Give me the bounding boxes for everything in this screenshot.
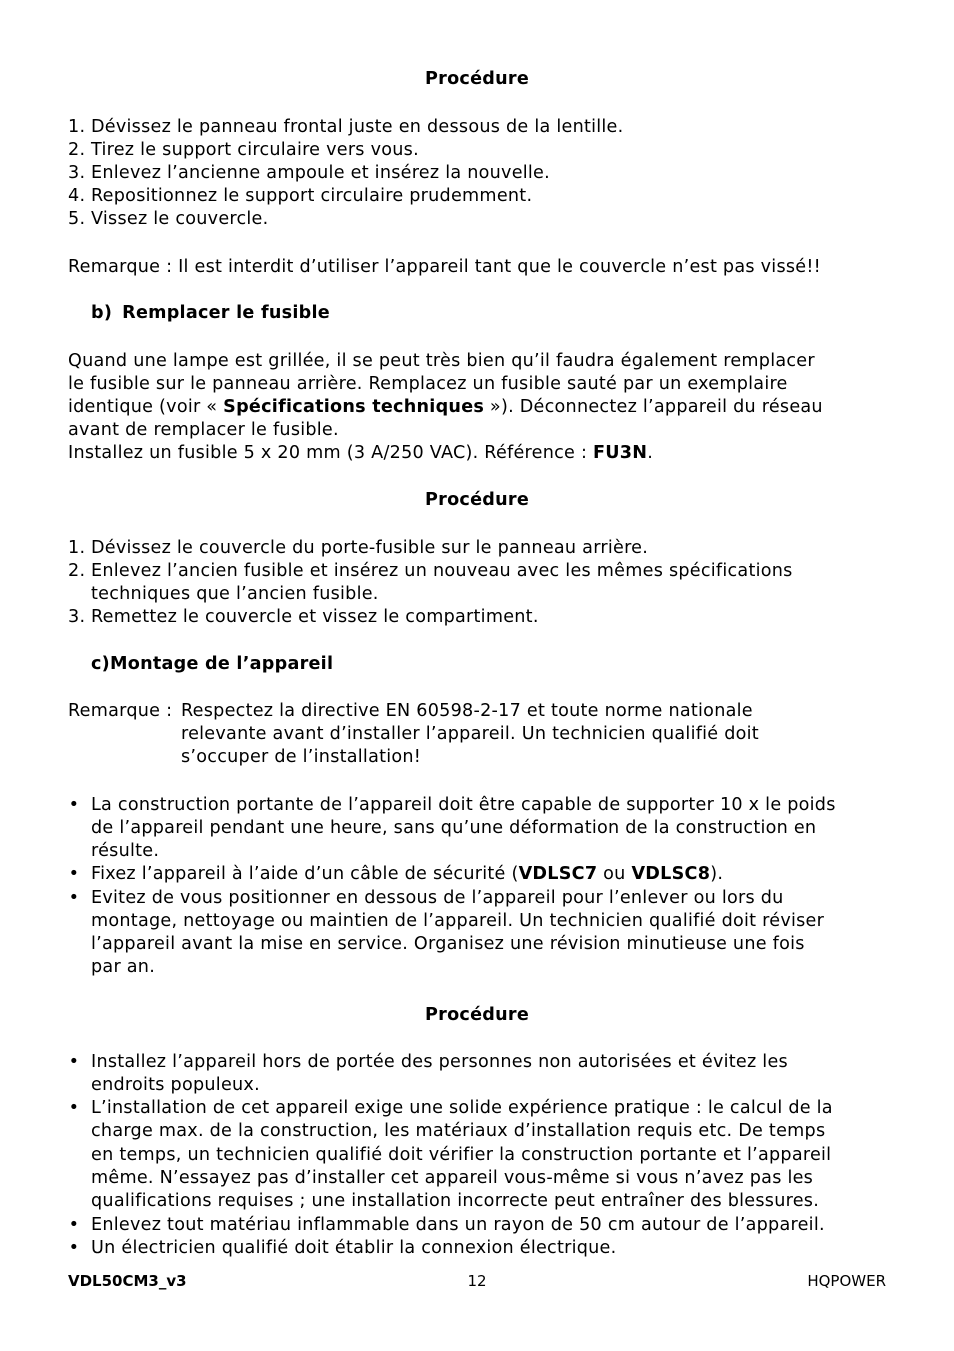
- bullet-icon: •: [68, 1215, 80, 1235]
- bullet-icon: •: [68, 1098, 80, 1118]
- remark-line: Respectez la directive EN 60598-2-17 et toute norme nationale: [181, 701, 753, 721]
- bullet-icon: •: [68, 864, 80, 884]
- bullet-icon: •: [68, 1238, 80, 1258]
- paragraph-line: Installez un fusible 5 x 20 mm (3 A/250 VAC). Référence : FU3N.: [68, 443, 654, 463]
- cable-reference: VDLSC8: [631, 864, 711, 884]
- paragraph-line: avant de remplacer le fusible.: [68, 420, 339, 440]
- bullet-icon: •: [68, 795, 80, 815]
- paragraph-line: identique (voir « Spécifications techniques »). Déconnectez l’appareil du réseau: [68, 397, 823, 417]
- remark-line: relevante avant d’installer l’appareil. Un technicien qualifié doit: [181, 724, 759, 744]
- spec-reference: Spécifications techniques: [223, 397, 485, 417]
- section-c-heading: c)Montage de l’appareil: [91, 654, 334, 674]
- footer-model: VDL50CM3_v3: [68, 1272, 187, 1290]
- footer-page-number: 12: [467, 1272, 487, 1290]
- paragraph-line: Quand une lampe est grillée, il se peut très bien qu’il faudra également remplacer: [68, 351, 815, 371]
- remark-text: Remarque : Il est interdit d’utiliser l’appareil tant que le couvercle n’est pas vissé!!: [68, 257, 821, 277]
- cable-reference: VDLSC7: [518, 864, 598, 884]
- fuse-reference: FU3N: [592, 443, 648, 463]
- remark-line: s’occuper de l’installation!: [181, 747, 422, 767]
- section-b-heading: b) Remplacer le fusible: [91, 303, 330, 323]
- bullet-icon: •: [68, 888, 80, 908]
- procedure-heading-1: Procédure: [425, 69, 529, 89]
- bullet-icon: •: [68, 1052, 80, 1072]
- procedure-heading-3: Procédure: [425, 1005, 529, 1025]
- paragraph-line: le fusible sur le panneau arrière. Remplacez un fusible sauté par un exemplaire: [68, 374, 788, 394]
- remark-label: Remarque :: [68, 701, 173, 721]
- footer-brand: HQPOWER: [807, 1272, 886, 1290]
- procedure-heading-2: Procédure: [425, 490, 529, 510]
